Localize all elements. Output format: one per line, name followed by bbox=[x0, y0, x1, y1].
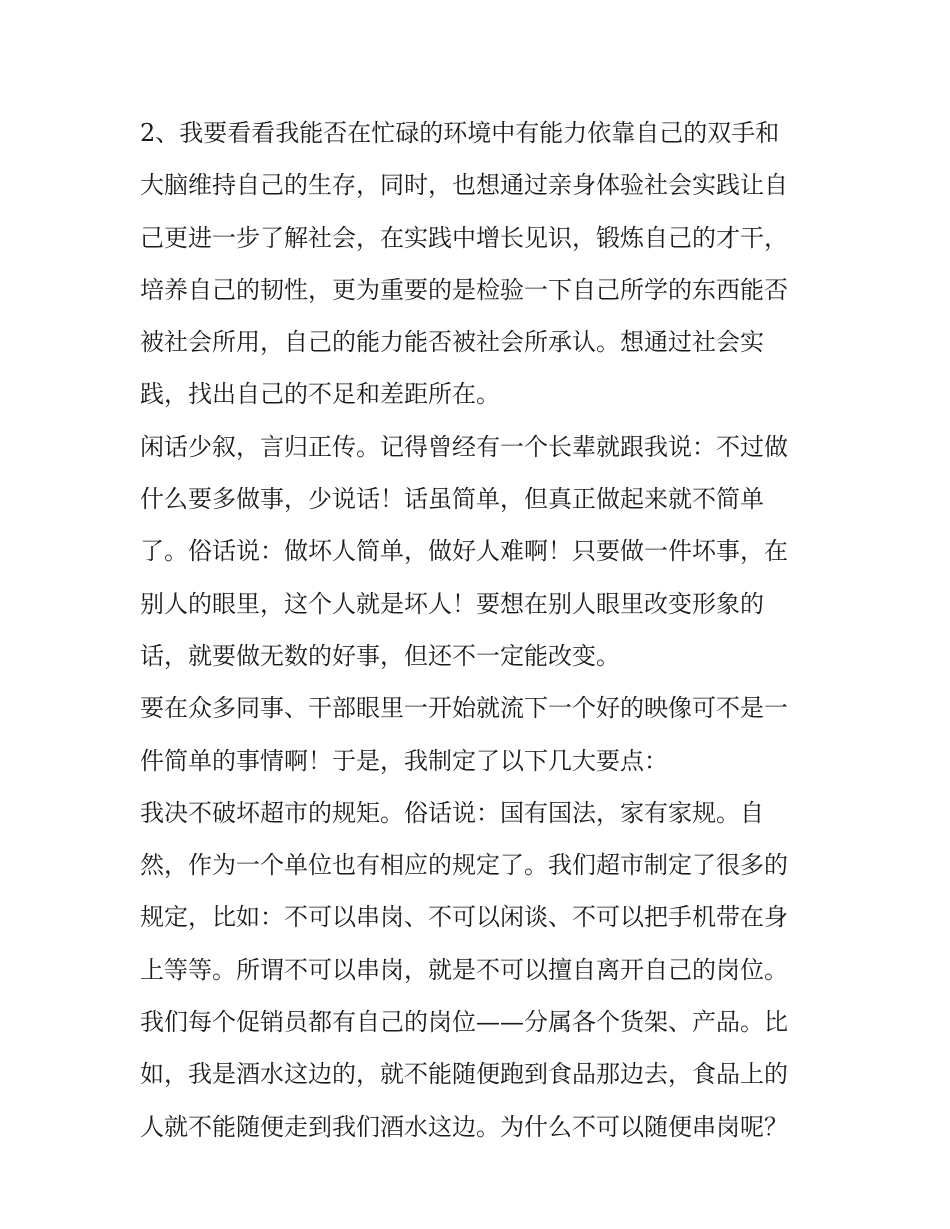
text-line: 践，找出自己的不足和差距所在。 bbox=[140, 380, 500, 409]
text-line: 别人的眼里，这个人就是坏人！要想在别人眼里改变形象的 bbox=[140, 589, 764, 618]
text-line: 大脑维持自己的生存，同时，也想通过亲身体验社会实践让自 bbox=[140, 171, 788, 200]
text-line: 话，就要做无数的好事，但还不一定能改变。 bbox=[140, 641, 620, 670]
text-line: 培养自己的韧性，更为重要的是检验一下自己所学的东西能否 bbox=[140, 275, 788, 304]
text-line: 上等等。所谓不可以串岗，就是不可以擅自离开自己的岗位。 bbox=[140, 955, 788, 984]
text-line: 规定，比如：不可以串岗、不可以闲谈、不可以把手机带在身 bbox=[140, 903, 788, 932]
text-line: 要在众多同事、干部眼里一开始就流下一个好的映像可不是一 bbox=[140, 694, 788, 723]
text-line: 然，作为一个单位也有相应的规定了。我们超市制定了很多的 bbox=[140, 851, 788, 880]
text-line: 人就不能随便走到我们酒水这边。为什么不可以随便串岗呢？ bbox=[140, 1112, 788, 1141]
text-line: 己更进一步了解社会，在实践中增长见识，锻炼自己的才干， bbox=[140, 223, 788, 252]
text-line: 2、我要看看我能否在忙碌的环境中有能力依靠自己的双手和 bbox=[140, 119, 780, 147]
text-line: 被社会所用，自己的能力能否被社会所承认。想通过社会实 bbox=[140, 328, 764, 357]
text-line: 了。俗话说：做坏人简单，做好人难啊！只要做一件坏事，在 bbox=[140, 537, 788, 566]
text-line: 我决不破坏超市的规矩。俗话说：国有国法，家有家规。自 bbox=[140, 798, 764, 827]
text-line: 什么要多做事，少说话！话虽简单，但真正做起来就不简单 bbox=[140, 485, 764, 514]
text-line: 件简单的事情啊！于是，我制定了以下几大要点： bbox=[140, 746, 668, 775]
text-line: 我们每个促销员都有自己的岗位——分属各个货架、产品。比 bbox=[140, 1008, 788, 1037]
text-line: 闲话少叙，言归正传。记得曾经有一个长辈就跟我说：不过做 bbox=[140, 432, 788, 461]
document-body bbox=[140, 107, 820, 1153]
text-line: 如，我是酒水这边的，就不能随便跑到食品那边去，食品上的 bbox=[140, 1060, 788, 1089]
